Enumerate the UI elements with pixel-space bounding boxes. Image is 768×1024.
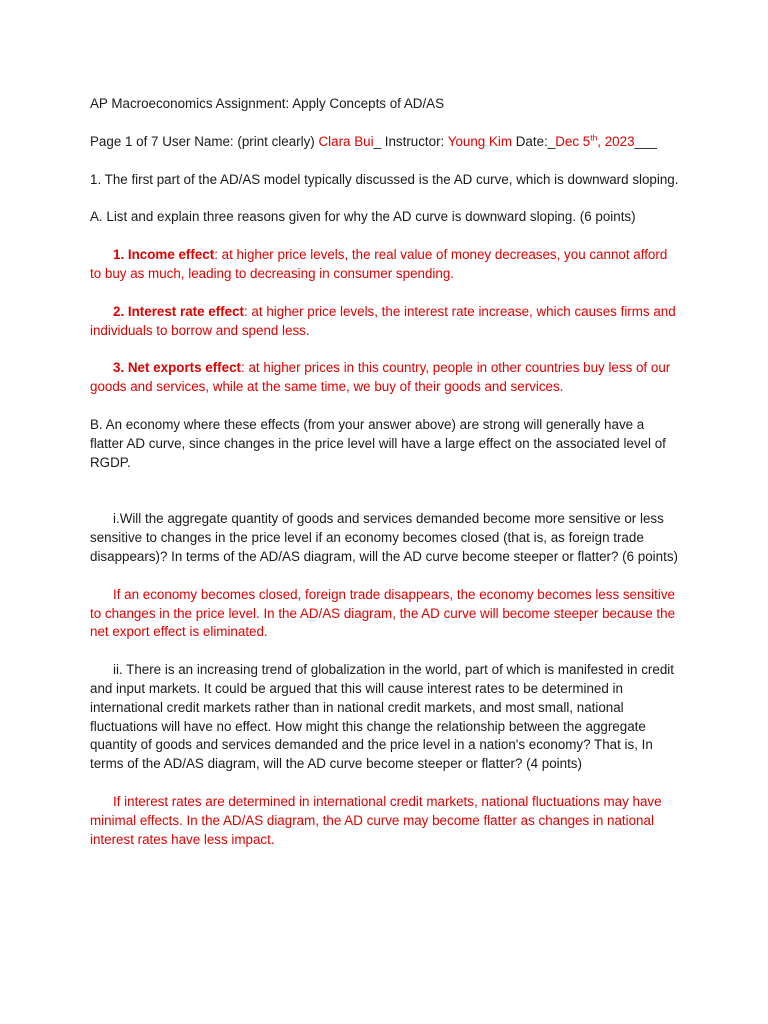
answer-term: 3. Net exports effect xyxy=(113,360,241,376)
instructor-name: Young Kim xyxy=(447,133,513,149)
date-suffix: ___ xyxy=(634,133,657,149)
answer-net-exports-effect xyxy=(90,359,680,397)
question-a: A. List and explain three reasons given for why the AD curve is downward sloping. (6 points) xyxy=(90,209,636,225)
question-b-i: i.Will the aggregate quantity of goods and services demanded become more sensitive or less sensitive to changes in the price level if an economy becomes closed (that is, as foreign trade disappears)? In terms of the AD/AS diagram, will the AD curve become steeper or flatter? (6 points) xyxy=(90,511,678,564)
page-label: Page 1 of 7 User Name: (print clearly) xyxy=(90,133,319,149)
header-line xyxy=(90,133,680,152)
name-suffix: _ xyxy=(373,133,385,149)
answer-term: 1. Income effect xyxy=(113,247,215,263)
answer-interest-rate-effect xyxy=(90,303,680,341)
date-label: Date:_ xyxy=(512,133,556,149)
answer-income-effect xyxy=(90,246,680,284)
answer-term: 2. Interest rate effect xyxy=(113,303,244,319)
answer-text: : at higher prices in this country, people in other countries buy less of our goods and services, while at the same time, we buy of their goods and services. xyxy=(90,360,671,395)
date-main: Dec 5 xyxy=(555,133,591,149)
question-1: 1. The first part of the AD/AS model typically discussed is the AD curve, which is downward sloping. xyxy=(90,171,679,187)
student-name: Clara Bui xyxy=(318,133,374,149)
answer-b-i: If an economy becomes closed, foreign trade disappears, the economy becomes less sensitive to changes in the price level. In the AD/AS diagram, the AD curve will become steeper because the net export effect is eliminated. xyxy=(90,586,676,640)
instructor-label: Instructor: xyxy=(384,133,448,149)
question-b-ii: ii. There is an increasing trend of globalization in the world, part of which is manifested in credit and input markets. It could be argued that this will cause interest rates to be determined in international credit markets rather than in national credit markets, and most small, national fluctuations will have no effect. How might this change the relationship between the aggregate quantity of goods and services demanded and the price level in a nation's economy? That is, In terms of the AD/AS diagram, will the AD curve become steeper or flatter? (4 points) xyxy=(90,662,674,772)
date-value xyxy=(555,134,634,149)
answer-b-ii: If interest rates are determined in international credit markets, national fluctuations may have minimal effects. In the AD/AS diagram, the AD curve may become flatter as changes in national interest rates have less impact. xyxy=(90,793,662,847)
document-title: AP Macroeconomics Assignment: Apply Concepts of AD/AS xyxy=(90,96,445,111)
date-year: , 2023 xyxy=(597,133,635,149)
question-b: B. An economy where these effects (from your answer above) are strong will generally have a flatter AD curve, since changes in the price level will have a large effect on the associated level of RGDP. xyxy=(90,416,666,470)
date-sup: th xyxy=(590,132,598,143)
answer-text: : at higher price levels, the real value of money decreases, you cannot afford to buy as much, leading to decreasing in consumer spending. xyxy=(90,247,668,281)
answer-text: : at higher price levels, the interest rate increase, which causes firms and individuals to borrow and spend less. xyxy=(90,303,676,338)
